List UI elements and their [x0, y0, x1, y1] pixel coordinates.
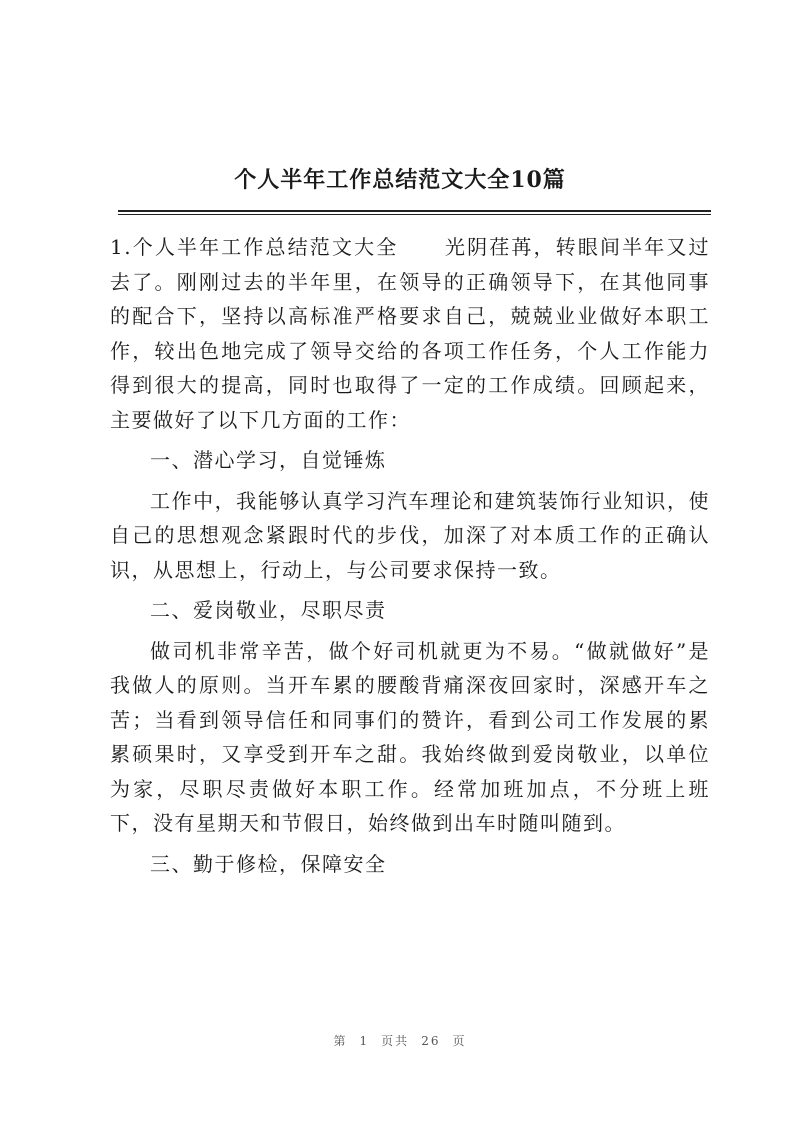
page-footer — [0, 1032, 800, 1049]
section-heading-3: 三、勤于修检，保障安全 — [150, 851, 387, 876]
footer-page-of: 页共 — [381, 1034, 410, 1048]
section-paragraph-1: 工作中，我能够认真学习汽车理论和建筑装饰行业知识，使自己的思想观念紧跟时代的步伐，加深了对本质工作的正确认识，从思想上，行动上，与公司要求保持一致。 — [110, 488, 710, 582]
document-body — [110, 230, 710, 881]
intro-heading: 1.个人半年工作总结范文大全 — [110, 235, 399, 259]
footer-page-label: 第 — [333, 1034, 348, 1048]
section-heading-1: 一、潜心学习，自觉锤炼 — [150, 448, 387, 472]
title-divider-thin — [118, 214, 711, 215]
footer-total-pages: 26 — [421, 1034, 441, 1048]
title-divider-thick — [118, 210, 711, 212]
section-paragraph-2: 做司机非常辛苦，做个好司机就更为不易。“做就做好”是我做人的原则。当开车累的腰酸背痛深夜回家时，深感开车之苦；当看到领导信任和同事们的赞许，看到公司工作发展的累累硕果时，又享受到开车之甜。我始终做到爱岗敬业，以单位为家，尽职尽责做好本职工作。经常加班加点，不分班上班下，没有星期天和节假日，始终做到出车时随叫随到。 — [110, 638, 710, 835]
footer-page-number: 1 — [359, 1034, 370, 1048]
section-heading-2: 二、爱岗敬业，尽职尽责 — [150, 598, 387, 622]
footer-page-suffix: 页 — [452, 1034, 467, 1048]
document-title: 个人半年工作总结范文大全10篇 — [234, 167, 566, 193]
intro-paragraph — [110, 230, 710, 437]
intro-text: 光阴荏苒，转眼间半年又过去了。刚刚过去的半年里，在领导的正确领导下，在其他同事的配合下，坚持以高标准严格要求自己，兢兢业业做好本职工作，较出色地完成了领导交给的各项工作任务，个人工作能力得到很大的提高，同时也取得了一定的工作成绩。回顾起来，主要做好了以下几方面的工作： — [110, 235, 710, 432]
